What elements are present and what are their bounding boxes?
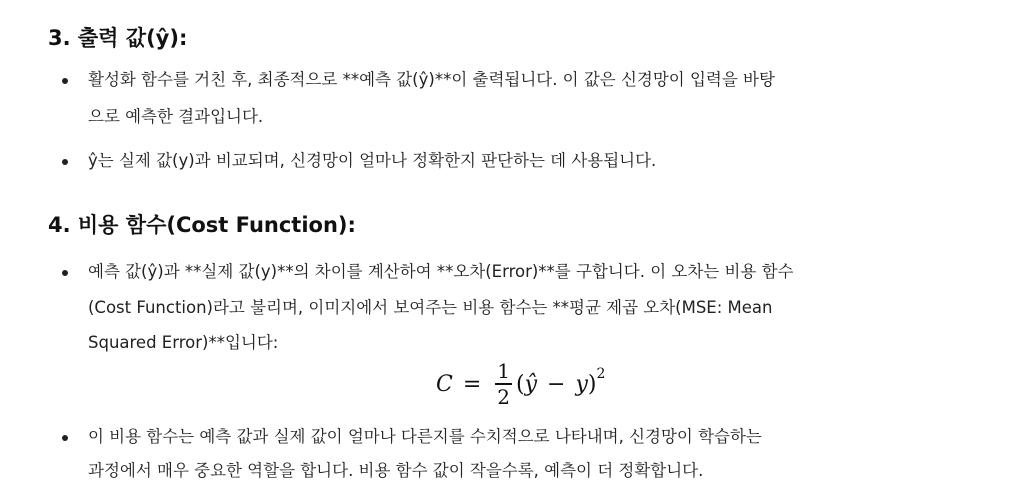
formula-open-paren: ( bbox=[516, 371, 525, 397]
paragraph-line: (Cost Function)라고 불리며, 이미지에서 보여주는 비용 함수는 **평균 제곱 오차(MSE: Mean bbox=[88, 298, 773, 317]
paragraph-line: ŷ는 실제 값(y)과 비교되며, 신경망이 얼마나 정확한지 판단하는 데 사용됩니다. bbox=[88, 151, 657, 170]
fraction-numerator: 1 bbox=[497, 359, 511, 384]
formula-fraction bbox=[495, 359, 512, 409]
paragraph-line: Squared Error)**입니다: bbox=[88, 333, 279, 352]
fraction-denominator: 2 bbox=[497, 384, 511, 409]
bullet-dot bbox=[62, 78, 68, 84]
formula-exponent: 2 bbox=[596, 366, 606, 382]
formula-y: y bbox=[575, 371, 588, 397]
formula-lhs: C bbox=[436, 371, 453, 397]
bullet-dot bbox=[62, 159, 68, 165]
bullet-dot bbox=[62, 270, 68, 276]
formula-close-paren: ) bbox=[587, 371, 597, 397]
formula-yhat: ŷ bbox=[524, 371, 538, 397]
bullet-dot bbox=[62, 435, 68, 441]
paragraph-line: 과정에서 매우 중요한 역할을 합니다. 비용 함수 값이 작을수록, 예측이 더 정확합니다. bbox=[88, 461, 704, 480]
paragraph-line: 활성화 함수를 거친 후, 최종적으로 **예측 값(ŷ)**이 출력됩니다. 이 값은 신경망이 입력을 바탕 bbox=[88, 70, 775, 89]
paragraph-line: 예측 값(ŷ)과 **실제 값(y)**의 차이를 계산하여 **오차(Error)**를 구합니다. 이 오차는 비용 함수 bbox=[88, 262, 794, 281]
section-heading-cost-function: 4. 비용 함수(Cost Function): bbox=[48, 213, 356, 237]
formula-equals: = bbox=[462, 371, 482, 397]
paragraph-line: 이 비용 함수는 예측 값과 실제 값이 얼마나 다른지를 수치적으로 나타내며, 신경망이 학습하는 bbox=[88, 427, 762, 446]
paragraph-line: 으로 예측한 결과입니다. bbox=[88, 107, 264, 126]
formula-minus: − bbox=[547, 371, 566, 397]
section-heading-output-value: 3. 출력 값(ŷ): bbox=[48, 26, 188, 50]
mse-formula bbox=[436, 356, 605, 412]
